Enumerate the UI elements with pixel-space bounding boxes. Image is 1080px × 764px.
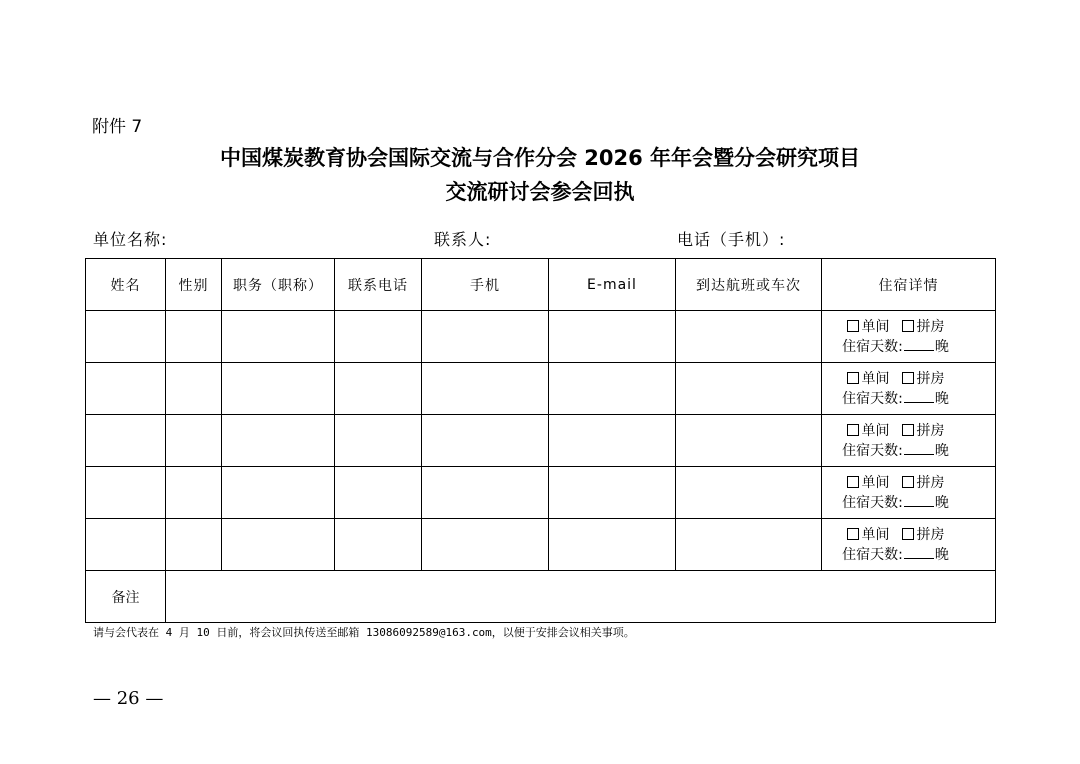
mobile-cell[interactable] — [422, 311, 549, 363]
lodging-days-label: 住宿天数: — [842, 338, 903, 355]
arrival-cell[interactable] — [676, 467, 822, 519]
nights-unit: 晚 — [934, 442, 949, 459]
position-cell[interactable] — [222, 467, 335, 519]
lodging-cell — [822, 519, 996, 571]
shared-room-label: 拼房 — [916, 526, 945, 543]
remarks-row — [86, 571, 996, 623]
document-title-line1: 中国煤炭教育协会国际交流与合作分会 2026 年年会暨分会研究项目 — [219, 146, 861, 170]
single-room-checkbox[interactable] — [847, 320, 859, 332]
single-room-label: 单间 — [861, 474, 890, 491]
email-cell[interactable] — [549, 311, 676, 363]
mobile-cell[interactable] — [422, 467, 549, 519]
lodging-days-label: 住宿天数: — [842, 390, 903, 407]
position-cell[interactable] — [222, 415, 335, 467]
lodging-cell — [822, 415, 996, 467]
header-gender: 性别 — [166, 259, 222, 311]
gender-cell[interactable] — [166, 363, 222, 415]
lodging-days-blank[interactable] — [904, 337, 934, 351]
attachment-label: 附件 7 — [92, 117, 143, 137]
single-room-checkbox[interactable] — [847, 528, 859, 540]
single-room-checkbox[interactable] — [847, 476, 859, 488]
shared-room-checkbox[interactable] — [902, 372, 914, 384]
single-room-label: 单间 — [861, 370, 890, 387]
lodging-days-label: 住宿天数: — [842, 546, 903, 563]
name-cell[interactable] — [86, 415, 166, 467]
gender-cell[interactable] — [166, 519, 222, 571]
single-room-checkbox[interactable] — [847, 372, 859, 384]
name-cell[interactable] — [86, 519, 166, 571]
mobile-cell[interactable] — [422, 363, 549, 415]
contact-phone-cell[interactable] — [335, 519, 422, 571]
arrival-cell[interactable] — [676, 363, 822, 415]
shared-room-checkbox[interactable] — [902, 320, 914, 332]
email-cell[interactable] — [549, 519, 676, 571]
gender-cell[interactable] — [166, 415, 222, 467]
header-arrival: 到达航班或车次 — [676, 259, 822, 311]
unit-name-label: 单位名称: — [93, 230, 168, 249]
footer-note: 请与会代表在 4 月 10 日前，将会议回执传送至邮箱 13086092589@163.com，以便于安排会议相关事项。 — [93, 626, 635, 639]
arrival-cell[interactable] — [676, 311, 822, 363]
mobile-cell[interactable] — [422, 415, 549, 467]
contact-person-label: 联系人: — [434, 230, 492, 249]
single-room-label: 单间 — [861, 318, 890, 335]
nights-unit: 晚 — [934, 494, 949, 511]
shared-room-label: 拼房 — [916, 422, 945, 439]
nights-unit: 晚 — [934, 546, 949, 563]
mobile-cell[interactable] — [422, 519, 549, 571]
page-number: — 26 — — [93, 688, 164, 709]
contact-phone-cell[interactable] — [335, 363, 422, 415]
name-cell[interactable] — [86, 311, 166, 363]
shared-room-checkbox[interactable] — [902, 528, 914, 540]
table-row — [86, 519, 996, 571]
header-name: 姓名 — [86, 259, 166, 311]
lodging-days-blank[interactable] — [904, 493, 934, 507]
shared-room-label: 拼房 — [916, 370, 945, 387]
table-header-row — [86, 259, 996, 311]
table-row — [86, 363, 996, 415]
position-cell[interactable] — [222, 363, 335, 415]
gender-cell[interactable] — [166, 467, 222, 519]
contact-phone-cell[interactable] — [335, 467, 422, 519]
lodging-cell — [822, 311, 996, 363]
name-cell[interactable] — [86, 363, 166, 415]
arrival-cell[interactable] — [676, 519, 822, 571]
lodging-days-blank[interactable] — [904, 389, 934, 403]
phone-label: 电话（手机）: — [677, 230, 786, 249]
header-contact-phone: 联系电话 — [335, 259, 422, 311]
lodging-days-label: 住宿天数: — [842, 494, 903, 511]
shared-room-label: 拼房 — [916, 318, 945, 335]
document-title-line2: 交流研讨会参会回执 — [445, 180, 635, 204]
contact-phone-cell[interactable] — [335, 311, 422, 363]
gender-cell[interactable] — [166, 311, 222, 363]
table-row — [86, 415, 996, 467]
header-mobile: 手机 — [422, 259, 549, 311]
single-room-checkbox[interactable] — [847, 424, 859, 436]
contact-phone-cell[interactable] — [335, 415, 422, 467]
nights-unit: 晚 — [934, 390, 949, 407]
single-room-label: 单间 — [861, 526, 890, 543]
email-cell[interactable] — [549, 467, 676, 519]
lodging-cell — [822, 467, 996, 519]
nights-unit: 晚 — [934, 338, 949, 355]
position-cell[interactable] — [222, 519, 335, 571]
registration-table — [85, 258, 996, 623]
header-email: E-mail — [549, 259, 676, 311]
header-lodging: 住宿详情 — [822, 259, 996, 311]
lodging-days-blank[interactable] — [904, 545, 934, 559]
single-room-label: 单间 — [861, 422, 890, 439]
remarks-label: 备注 — [86, 571, 166, 623]
header-position: 职务（职称） — [222, 259, 335, 311]
email-cell[interactable] — [549, 363, 676, 415]
arrival-cell[interactable] — [676, 415, 822, 467]
name-cell[interactable] — [86, 467, 166, 519]
shared-room-checkbox[interactable] — [902, 476, 914, 488]
table-row — [86, 467, 996, 519]
remarks-field[interactable] — [166, 571, 996, 623]
email-cell[interactable] — [549, 415, 676, 467]
position-cell[interactable] — [222, 311, 335, 363]
lodging-days-blank[interactable] — [904, 441, 934, 455]
lodging-days-label: 住宿天数: — [842, 442, 903, 459]
shared-room-label: 拼房 — [916, 474, 945, 491]
lodging-cell — [822, 363, 996, 415]
table-row — [86, 311, 996, 363]
shared-room-checkbox[interactable] — [902, 424, 914, 436]
